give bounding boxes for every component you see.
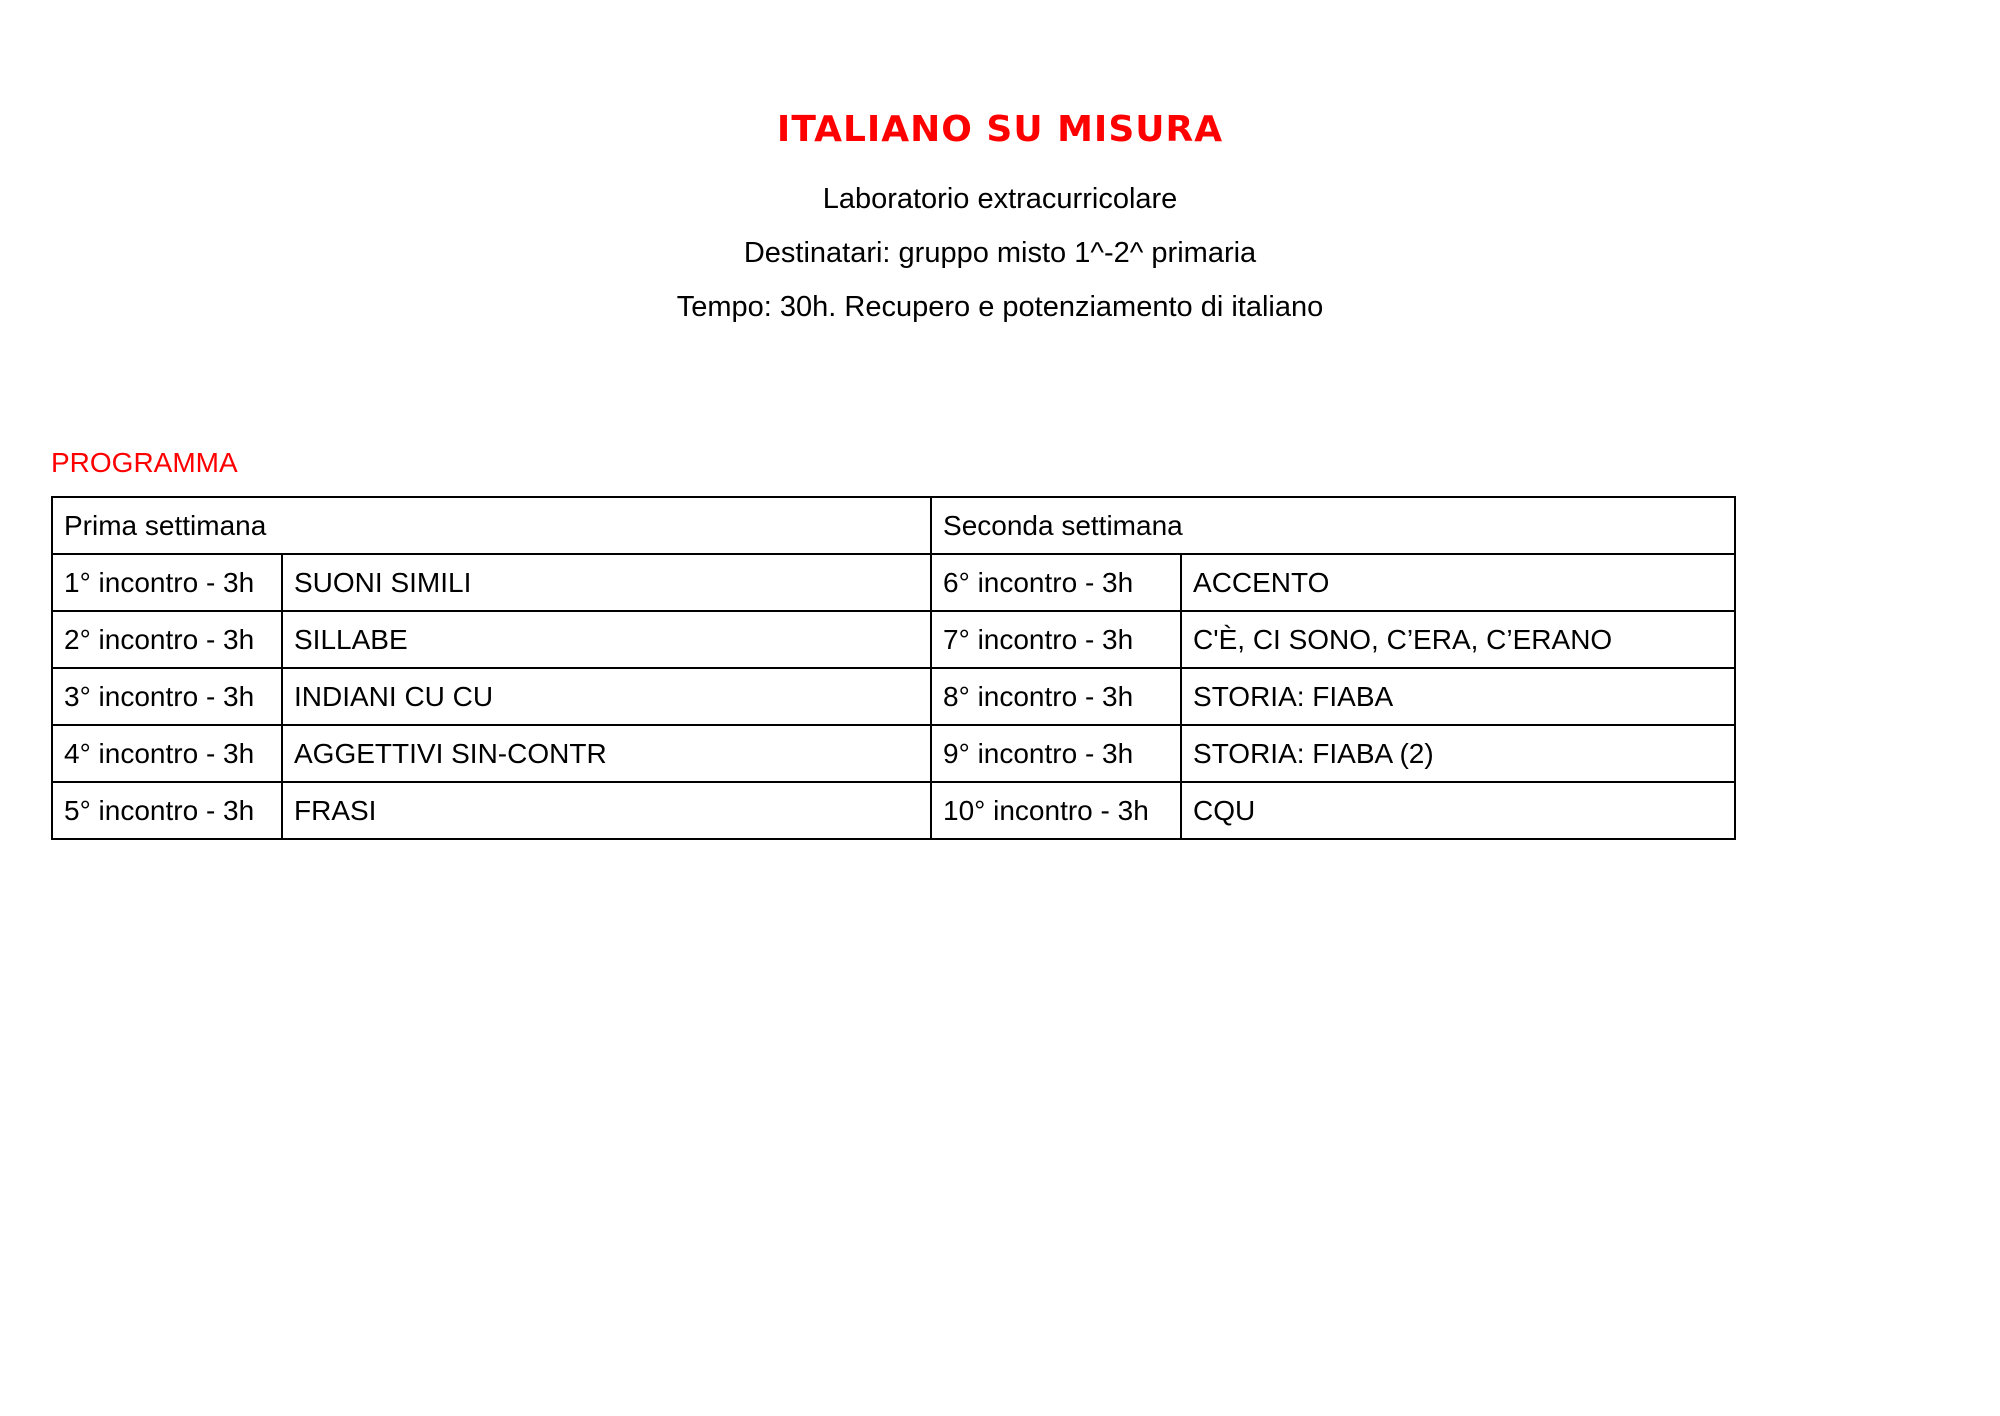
week2-topic-cell: C'È, CI SONO, C’ERA, C’ERANO [1181,611,1735,668]
week1-session-cell: 1° incontro - 3h [52,554,282,611]
week2-topic-cell: CQU [1181,782,1735,839]
week1-topic-cell: AGGETTIVI SIN-CONTR [282,725,931,782]
header-second-week: Seconda settimana [931,497,1735,554]
week2-session-cell: 8° incontro - 3h [931,668,1181,725]
week1-topic-cell: FRASI [282,782,931,839]
subtitle-activity: Laboratorio extracurricolare [822,183,1178,215]
week1-session-cell: 5° incontro - 3h [52,782,282,839]
week1-session-cell: 4° incontro - 3h [52,725,282,782]
week2-session-cell: 10° incontro - 3h [931,782,1181,839]
week1-topic-cell: INDIANI CU CU [282,668,931,725]
week1-topic-cell: SUONI SIMILI [282,554,931,611]
week1-session-cell: 3° incontro - 3h [52,668,282,725]
week1-topic-cell: SILLABE [282,611,931,668]
subtitle-audience: Destinatari: gruppo misto 1^-2^ primaria [743,237,1257,269]
week2-topic-cell: STORIA: FIABA (2) [1181,725,1735,782]
week2-topic-cell: ACCENTO [1181,554,1735,611]
document-title: ITALIANO SU MISURA [776,109,1224,150]
header-first-week: Prima settimana [52,497,931,554]
table-row [52,668,1735,725]
week2-session-cell: 9° incontro - 3h [931,725,1181,782]
table-row [52,725,1735,782]
program-table [51,496,1736,840]
week2-session-cell: 6° incontro - 3h [931,554,1181,611]
week1-session-cell: 2° incontro - 3h [52,611,282,668]
table-row [52,554,1735,611]
table-row [52,782,1735,839]
table-row [52,611,1735,668]
section-label-programma: PROGRAMMA [51,447,238,478]
week2-session-cell: 7° incontro - 3h [931,611,1181,668]
week2-topic-cell: STORIA: FIABA [1181,668,1735,725]
table-header-row [52,497,1735,554]
subtitle-duration: Tempo: 30h. Recupero e potenziamento di italiano [676,291,1324,323]
